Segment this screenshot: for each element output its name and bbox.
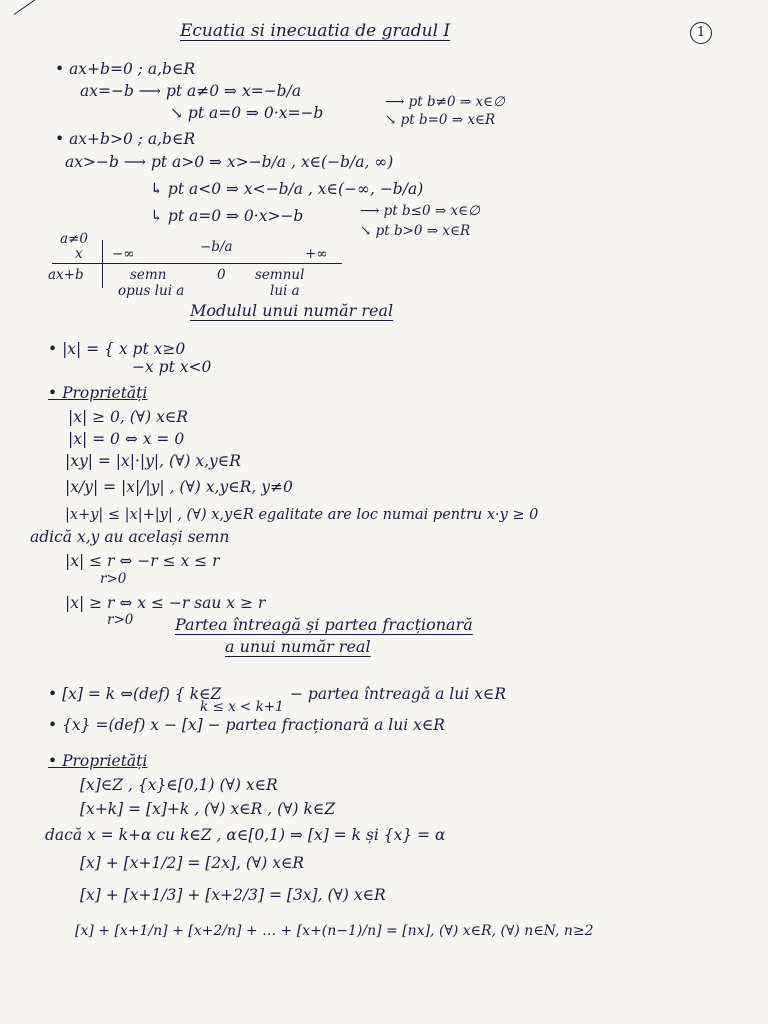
integer-part-definition-2: k ≤ x < k+1 [200,699,284,715]
modulus-property-5-note: adică x,y au același semn [30,528,230,546]
section-heading-integer-part-2: a unui număr real [225,637,371,656]
sign-table-right-sign: semnul [255,267,305,283]
modulus-property-7-condition: r>0 [107,612,134,628]
integer-part-property-6: [x] + [x+1/n] + [x+2/n] + … + [x+(n−1)/n] = [nx], (∀) x∈R, (∀) n∈N, n≥2 [75,923,594,939]
sign-table-root: −b/a [200,239,233,255]
sign-table-plus-infinity: +∞ [305,246,328,262]
equation-case-a-zero: ↘ pt a=0 ⇒ 0·x=−b [170,104,324,122]
modulus-property-4: |x/y| = |x|/|y| , (∀) x,y∈R, y≠0 [65,478,293,496]
sign-table-x-label: x [75,246,83,262]
integer-part-property-3: dacă x = k+α cu k∈Z , α∈[0,1) ⇒ [x] = k și {x} = α [45,826,446,844]
sign-table-zero: 0 [217,267,226,283]
equation-case-a-nonzero: ax=−b ⟶ pt a≠0 ⇒ x=−b/a [80,82,302,100]
integer-part-definition: • [x] = k ⇔(def) { k∈Z [48,685,222,703]
equation-case-b-zero: ↘ pt b=0 ⇒ x∈R [385,112,496,128]
modulus-property-1: |x| ≥ 0, (∀) x∈R [68,408,189,426]
inequation-case-b-nonpositive: ⟶ pt b≤0 ⇒ x∈∅ [360,203,480,219]
integer-part-property-4: [x] + [x+1/2] = [2x], (∀) x∈R [80,854,305,872]
equation-case-b-nonzero: ⟶ pt b≠0 ⇒ x∈∅ [385,94,505,110]
modulus-property-3: |xy| = |x|·|y|, (∀) x,y∈R [65,452,241,470]
modulus-property-6: |x| ≤ r ⇔ −r ≤ x ≤ r [65,552,220,570]
sign-table-column-line [102,240,103,288]
integer-part-property-5: [x] + [x+1/3] + [x+2/3] = [3x], (∀) x∈R [80,886,386,904]
inequation-case-a-positive: ax>−b ⟶ pt a>0 ⇒ x>−b/a , x∈(−b/a, ∞) [65,153,394,171]
sign-table-left-sign-2: opus lui a [118,283,185,299]
integer-part-property-1: [x]∈Z , {x}∈[0,1) (∀) x∈R [80,776,278,794]
pen-stroke-mark [14,0,38,15]
modulus-definition-negative: −x pt x<0 [132,358,212,376]
integer-part-property-2: [x+k] = [x]+k , (∀) x∈R , (∀) k∈Z [80,800,336,818]
sign-table-minus-infinity: −∞ [112,246,135,262]
inequation-case-b-positive: ↘ pt b>0 ⇒ x∈R [360,223,471,239]
page-number-circle: 1 [690,22,712,44]
modulus-property-2: |x| = 0 ⇔ x = 0 [68,430,185,448]
page-title: Ecuatia si inecuatia de gradul I [180,21,451,41]
section-heading-modulus: Modulul unui număr real [190,301,394,320]
sign-table-left-sign: semn [130,267,167,283]
modulus-property-6-condition: r>0 [100,571,127,587]
sign-table-divider [52,263,342,264]
properties-heading-modulus: • Proprietăți [48,384,148,402]
modulus-property-7: |x| ≥ r ⇔ x ≤ −r sau x ≥ r [65,594,266,612]
modulus-property-5: |x+y| ≤ |x|+|y| , (∀) x,y∈R egalitate are loc numai pentru x·y ≥ 0 [65,507,539,523]
sign-table-expression: ax+b [48,267,84,283]
section-heading-integer-part: Partea întreagă și partea fracționară [175,615,473,634]
fractional-part-definition: • {x} =(def) x − [x] − partea fracționară a lui x∈R [48,716,445,734]
linear-equation: • ax+b=0 ; a,b∈R [55,60,196,78]
integer-part-definition-3: − partea întreagă a lui x∈R [290,685,507,703]
linear-inequation: • ax+b>0 ; a,b∈R [55,130,196,148]
modulus-definition: • |x| = { x pt x≥0 [48,340,186,358]
sign-table-right-sign-2: lui a [270,283,300,299]
inequation-case-a-zero: ↳ pt a=0 ⇒ 0·x>−b [150,207,304,225]
inequation-case-a-negative: ↳ pt a<0 ⇒ x<−b/a , x∈(−∞, −b/a) [150,180,424,198]
sign-table-condition: a≠0 [60,231,88,247]
properties-heading-integer-part: • Proprietăți [48,752,148,770]
